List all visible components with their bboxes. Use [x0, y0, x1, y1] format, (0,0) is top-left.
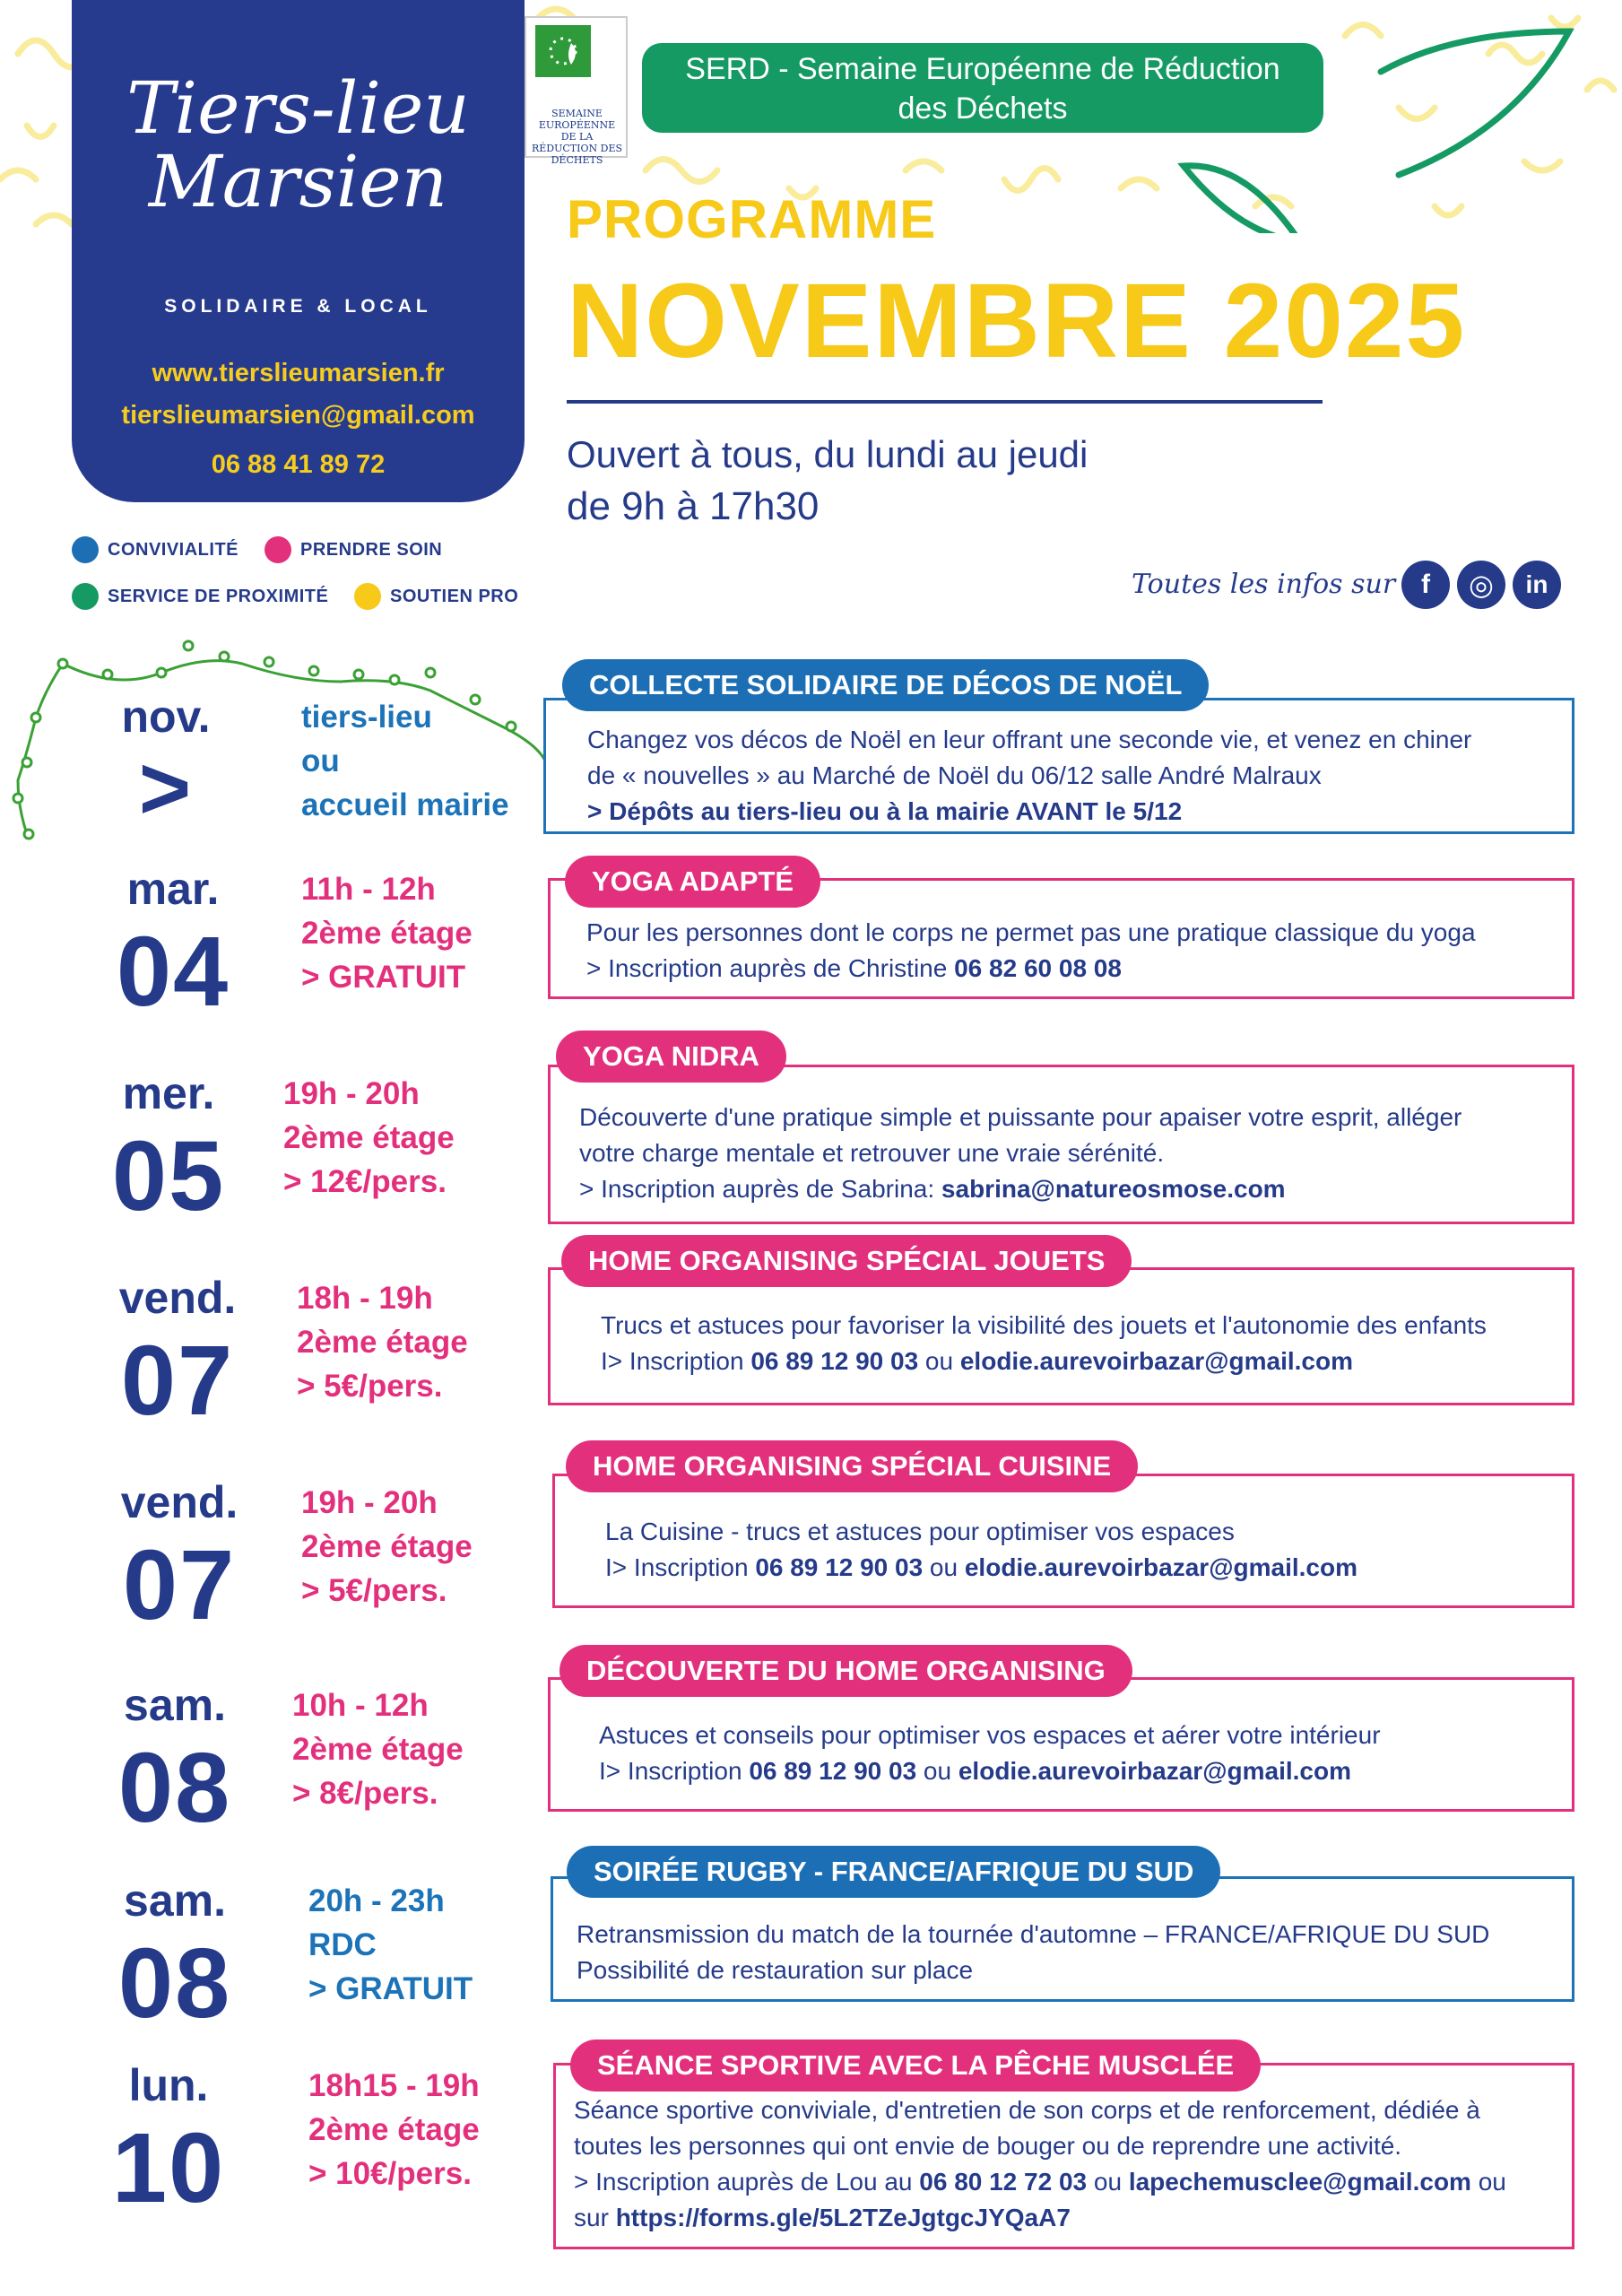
legend-label: CONVIVIALITÉ [108, 539, 239, 560]
event-desc: votre charge mentale et retrouver une vraie sérénité. [579, 1139, 1165, 1167]
event-date: 05 [111, 1121, 226, 1231]
opening-line-1: Ouvert à tous, du lundi au jeudi [567, 433, 1089, 475]
event-phone: 06 80 12 72 03 [919, 2168, 1088, 2196]
event-time: 19h - 20h [283, 1076, 420, 1111]
month-title: NOVEMBRE 2025 [567, 262, 1467, 380]
event-location: 2ème étage [297, 1325, 468, 1360]
event-location: RDC [308, 1927, 377, 1962]
event-title: SÉANCE SPORTIVE AVEC LA PÊCHE MUSCLÉE [570, 2039, 1261, 2092]
event-location: tiers-lieu [301, 700, 432, 735]
event-location: 2ème étage [283, 1120, 455, 1155]
event-day: sam. [124, 1680, 226, 1730]
event-time: 18h - 19h [297, 1281, 433, 1316]
event-day: mer. [122, 1068, 215, 1118]
event-desc: ou [1470, 2168, 1506, 2196]
event-price: > 12€/pers. [283, 1164, 447, 1199]
event-time: 19h - 20h [301, 1485, 438, 1520]
event-title: HOME ORGANISING SPÉCIAL JOUETS [561, 1235, 1132, 1287]
event-title: YOGA ADAPTÉ [565, 856, 820, 908]
event-desc: I> Inscription [601, 1347, 751, 1375]
event-box [548, 1677, 1574, 1812]
serd-logo-text: SEMAINE EUROPÉENNE DE LA RÉDUCTION DES DÉCHETS [531, 108, 623, 166]
infos-label: Toutes les infos sur [1132, 569, 1396, 600]
event-price: > 5€/pers. [301, 1573, 447, 1608]
phone-number: 06 88 41 89 72 [211, 450, 386, 479]
event-price: > 10€/pers. [308, 2156, 472, 2191]
eu-flag-icon [535, 25, 591, 77]
event-email: elodie.aurevoirbazar@gmail.com [964, 1553, 1357, 1581]
green-dot-icon [72, 583, 99, 610]
event-desc: ou [918, 1347, 960, 1375]
event-desc: Pour les personnes dont le corps ne permet pas une pratique classique du yoga [586, 918, 1476, 946]
event-desc: > Inscription auprès de Lou au [574, 2168, 920, 2196]
event-location: ou [301, 744, 340, 778]
event-day: lun. [128, 2060, 209, 2110]
event-date: 07 [122, 1530, 237, 1640]
event-desc: ou [1087, 2168, 1129, 2196]
event-info [301, 867, 473, 999]
legend-convivialite [72, 536, 239, 563]
legend-label: SERVICE DE PROXIMITÉ [108, 586, 329, 606]
garland-decoration [9, 619, 565, 852]
event-title: YOGA NIDRA [556, 1031, 786, 1083]
event-day: nov. [121, 691, 211, 742]
website-link[interactable]: www.tierslieumarsien.fr [152, 359, 445, 387]
serd-banner-line1: SERD - Semaine Européenne de Réduction [685, 52, 1280, 86]
legend-prendre-soin [265, 536, 442, 563]
event-title: DÉCOUVERTE DU HOME ORGANISING [559, 1645, 1132, 1697]
event-date: 08 [117, 1733, 232, 1843]
event-location: 2ème étage [308, 2112, 480, 2147]
email-link[interactable]: tierslieumarsien@gmail.com [121, 401, 475, 430]
event-day: vend. [118, 1273, 237, 1323]
event-info [308, 2064, 480, 2196]
event-email: sabrina@natureosmose.com [941, 1175, 1286, 1203]
event-desc: sur [574, 2204, 616, 2231]
event-day: mar. [126, 864, 220, 914]
instagram-icon[interactable]: ◎ [1457, 561, 1505, 609]
event-title: SOIRÉE RUGBY - FRANCE/AFRIQUE DU SUD [567, 1846, 1220, 1898]
event-location: 2ème étage [301, 1529, 473, 1564]
event-info [308, 1879, 473, 2011]
legend-soutien-pro [354, 583, 518, 610]
event-desc: > Inscription auprès de Christine [586, 954, 955, 982]
event-desc: Trucs et astuces pour favoriser la visibilité des jouets et l'autonomie des enfants [601, 1311, 1487, 1339]
event-desc: Retransmission du match de la tournée d'automne – FRANCE/AFRIQUE DU SUD [577, 1920, 1490, 1948]
event-box [548, 1065, 1574, 1224]
event-location: 2ème étage [292, 1732, 464, 1767]
event-desc: > Inscription auprès de Sabrina: [579, 1175, 941, 1203]
serd-banner [642, 43, 1323, 133]
event-box [543, 698, 1574, 834]
event-title: COLLECTE SOLIDAIRE DE DÉCOS DE NOËL [562, 659, 1209, 711]
event-day: sam. [124, 1875, 226, 1926]
title-divider [567, 400, 1323, 404]
event-desc: Astuces et conseils pour optimiser vos espaces et aérer votre intérieur [599, 1721, 1381, 1749]
event-price: > 5€/pers. [297, 1369, 443, 1404]
event-location: accueil mairie [301, 787, 509, 822]
event-desc: Changez vos décos de Noël en leur offrant une seconde vie, et venez en chiner [587, 726, 1472, 753]
programme-label: PROGRAMME [567, 189, 937, 249]
event-phone: 06 82 60 08 08 [954, 954, 1122, 982]
opening-line-2: de 9h à 17h30 [567, 484, 820, 528]
event-desc: Séance sportive conviviale, d'entretien de son corps et de renforcement, dédiée à [574, 2096, 1480, 2124]
event-title: HOME ORGANISING SPÉCIAL CUISINE [566, 1440, 1138, 1492]
event-email: elodie.aurevoirbazar@gmail.com [959, 1347, 1353, 1375]
event-arrow: > [138, 738, 194, 839]
event-date: 08 [117, 1928, 232, 2039]
event-desc: Découverte d'une pratique simple et puissante pour apaiser votre esprit, alléger [579, 1103, 1462, 1131]
event-phone: 06 89 12 90 03 [755, 1553, 924, 1581]
event-email: elodie.aurevoirbazar@gmail.com [958, 1757, 1351, 1785]
event-email: lapechemusclee@gmail.com [1128, 2168, 1471, 2196]
logo-tagline: SOLIDAIRE & LOCAL [164, 296, 432, 317]
event-desc: I> Inscription [605, 1553, 756, 1581]
event-time: 11h - 12h [301, 872, 436, 907]
event-info [292, 1683, 464, 1815]
event-box [552, 1474, 1574, 1608]
event-desc: Possibilité de restauration sur place [577, 1956, 974, 1984]
yellow-dot-icon [354, 583, 381, 610]
blue-dot-icon [72, 536, 99, 563]
event-time: 18h15 - 19h [308, 2068, 480, 2103]
event-date: 07 [120, 1326, 235, 1436]
event-info [301, 1481, 473, 1613]
event-phone: 06 89 12 90 03 [750, 1347, 919, 1375]
event-price: > GRATUIT [301, 960, 466, 995]
event-desc: toutes les personnes qui ont envie de bouger ou de reprendre une activité. [574, 2132, 1402, 2160]
event-info [283, 1072, 455, 1204]
serd-banner-line2: des Déchets [898, 91, 1068, 126]
logo-panel [72, 0, 525, 502]
legend-label: PRENDRE SOIN [300, 539, 443, 560]
event-desc: La Cuisine - trucs et astuces pour optimiser vos espaces [605, 1518, 1235, 1545]
legend-service-proximite [72, 583, 328, 610]
event-price: > GRATUIT [308, 1971, 473, 2006]
event-day: vend. [120, 1477, 239, 1527]
event-date: 04 [116, 917, 230, 1027]
event-date: 10 [111, 2113, 226, 2223]
event-phone: 06 89 12 90 03 [749, 1757, 917, 1785]
linkedin-icon[interactable]: in [1513, 561, 1561, 609]
event-desc: > Dépôts au tiers-lieu ou à la mairie AVANT le 5/12 [587, 797, 1183, 825]
event-info [297, 1276, 468, 1408]
legend-label: SOUTIEN PRO [390, 586, 519, 606]
event-time: 10h - 12h [292, 1688, 429, 1723]
event-desc: ou [916, 1757, 958, 1785]
logo-wordmark: Tiers-lieu Marsien [126, 66, 470, 223]
event-registration-link[interactable]: https://forms.gle/5L2TZeJgtgcJYQaA7 [615, 2204, 1071, 2231]
serd-logo [525, 16, 628, 166]
opening-hours [567, 429, 1088, 533]
event-time: 20h - 23h [308, 1883, 445, 1918]
facebook-icon[interactable]: f [1401, 561, 1450, 609]
event-desc: I> Inscription [599, 1757, 750, 1785]
event-desc: ou [923, 1553, 965, 1581]
pink-dot-icon [265, 536, 291, 563]
event-price: > 8€/pers. [292, 1776, 438, 1811]
event-box [548, 1267, 1574, 1405]
event-location: 2ème étage [301, 916, 473, 951]
event-desc: de « nouvelles » au Marché de Noël du 06/12 salle André Malraux [587, 761, 1322, 789]
